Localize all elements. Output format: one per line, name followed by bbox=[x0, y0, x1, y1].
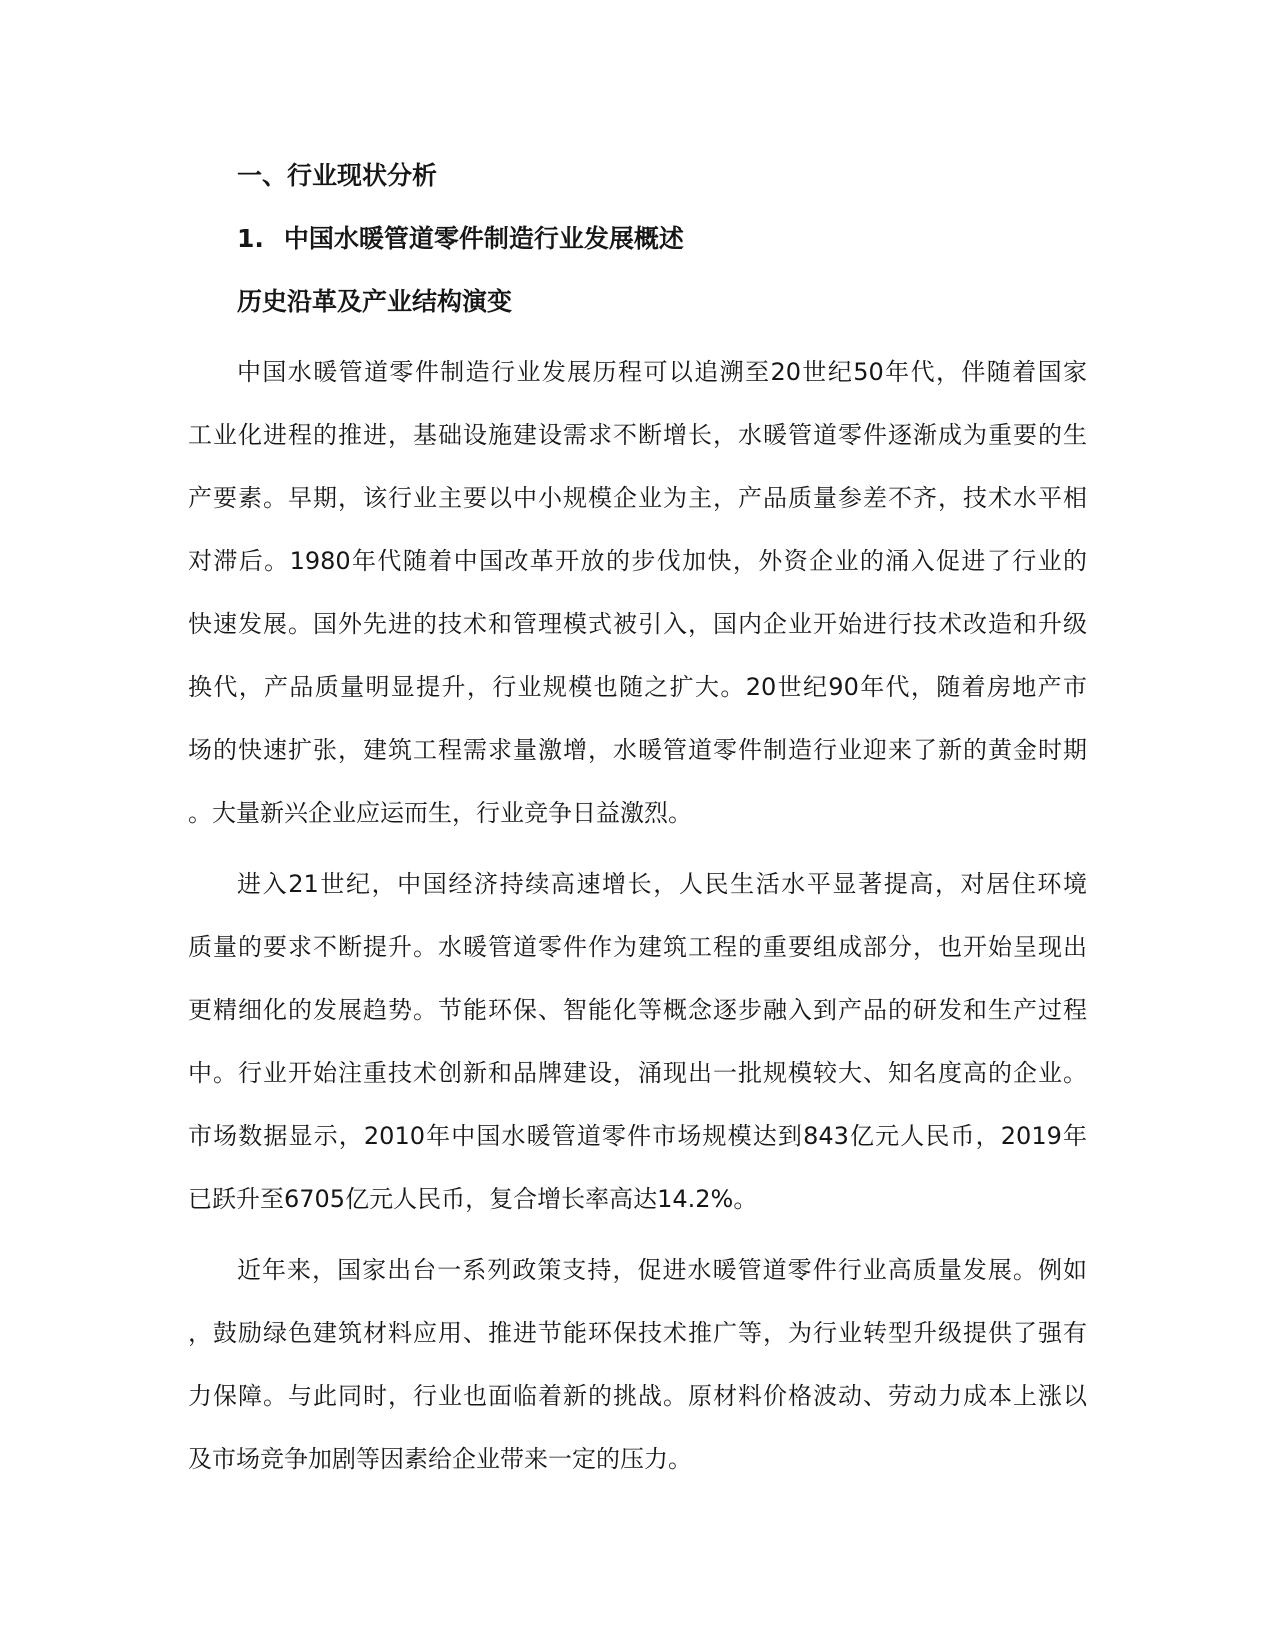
text-line: 场的快速扩张，建筑工程需求量激增，水暖管道零件制造行业迎来了新的黄金时期 bbox=[188, 736, 1087, 764]
heading-level-2 bbox=[188, 207, 1087, 270]
heading-level-3: 历史沿革及产业结构演变 bbox=[237, 287, 513, 316]
text-line: 进入21世纪，中国经济持续高速增长，人民生活水平显著提高，对居住环境 bbox=[237, 870, 1087, 898]
heading-number: 1. bbox=[237, 224, 264, 253]
paragraph-history-1 bbox=[188, 341, 1087, 845]
text-line: 快速发展。国外先进的技术和管理模式被引入，国内企业开始进行技术改造和升级 bbox=[188, 610, 1087, 638]
heading-text: 中国水暖管道零件制造行业发展概述 bbox=[283, 224, 684, 253]
text-line: 及市场竞争加剧等因素给企业带来一定的压力。 bbox=[188, 1445, 692, 1473]
text-line: 产要素。早期，该行业主要以中小规模企业为主，产品质量参差不齐，技术水平相 bbox=[188, 484, 1087, 512]
text-line: 换代，产品质量明显提升，行业规模也随之扩大。20世纪90年代，随着房地产市 bbox=[188, 673, 1087, 701]
text-line: 对滞后。1980年代随着中国改革开放的步伐加快，外资企业的涌入促进了行业的 bbox=[188, 547, 1087, 575]
paragraph-21st-century bbox=[188, 853, 1087, 1231]
text-line: 质量的要求不断提升。水暖管道零件作为建筑工程的重要组成部分，也开始呈现出 bbox=[188, 933, 1087, 961]
text-line: 中国水暖管道零件制造行业发展历程可以追溯至20世纪50年代，伴随着国家 bbox=[237, 358, 1087, 386]
text-line: 。大量新兴企业应运而生，行业竞争日益激烈。 bbox=[188, 799, 692, 827]
text-line: 更精细化的发展趋势。节能环保、智能化等概念逐步融入到产品的研发和生产过程 bbox=[188, 996, 1087, 1024]
paragraph-recent-policy bbox=[188, 1239, 1087, 1491]
text-line: 已跃升至6705亿元人民币，复合增长率高达14.2%。 bbox=[188, 1185, 758, 1213]
text-line: 近年来，国家出台一系列政策支持，促进水暖管道零件行业高质量发展。例如 bbox=[237, 1256, 1087, 1284]
text-line: 工业化进程的推进，基础设施建设需求不断增长，水暖管道零件逐渐成为重要的生 bbox=[188, 421, 1087, 449]
text-line: 力保障。与此同时，行业也面临着新的挑战。原材料价格波动、劳动力成本上涨以 bbox=[188, 1382, 1087, 1410]
text-line: ，鼓励绿色建筑材料应用、推进节能环保技术推广等，为行业转型升级提供了强有 bbox=[188, 1319, 1087, 1347]
heading-level-1: 一、行业现状分析 bbox=[237, 161, 438, 190]
text-line: 中。行业开始注重技术创新和品牌建设，涌现出一批规模较大、知名度高的企业。 bbox=[188, 1059, 1087, 1087]
text-line: 市场数据显示，2010年中国水暖管道零件市场规模达到843亿元人民币，2019年 bbox=[188, 1122, 1087, 1150]
